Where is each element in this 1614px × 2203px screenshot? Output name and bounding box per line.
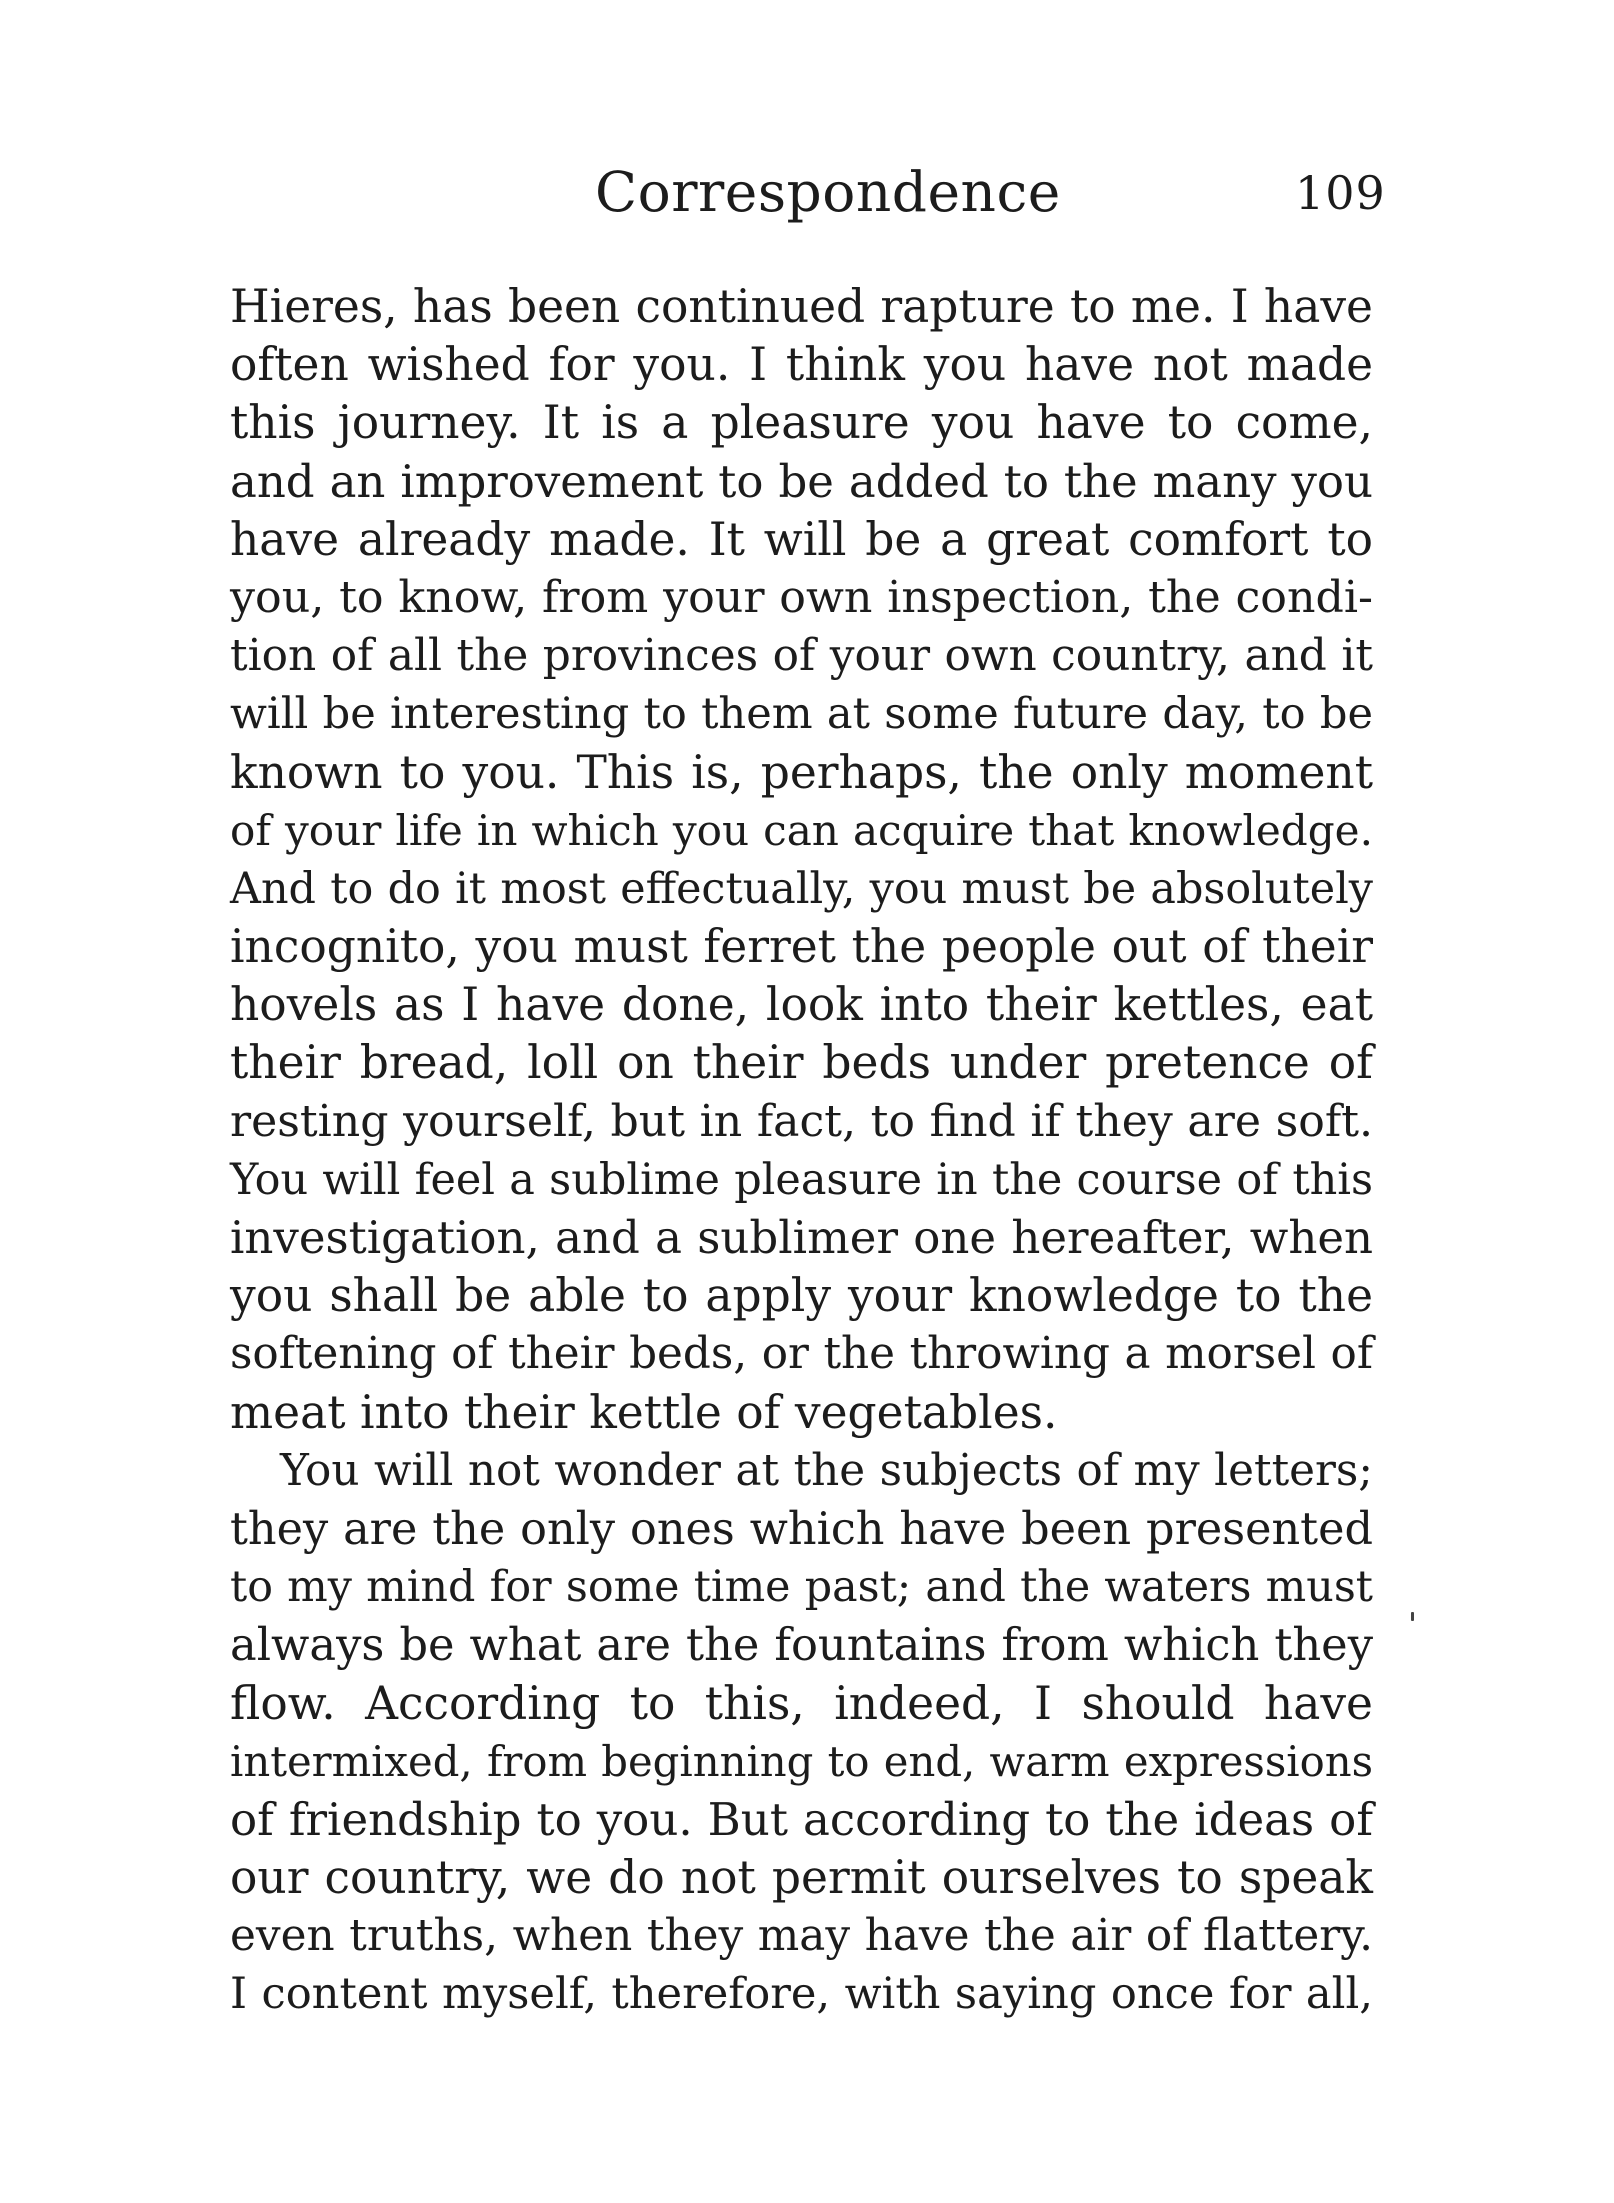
text-line: You will not wonder at the subjects of my letters; — [280, 1444, 1373, 1496]
text-line: hovels as I have done, look into their kettles, eat — [230, 978, 1373, 1032]
text-line: our country, we do not permit ourselves to speak — [230, 1851, 1373, 1905]
text-line: flow. According to this, indeed, I should have — [230, 1676, 1373, 1730]
text-line: softening of their beds, or the throwing a morsel of — [230, 1328, 1373, 1380]
text-line: even truths, when they may have the air of flattery. — [230, 1910, 1373, 1962]
text-line: often wished for you. I think you have not made — [230, 338, 1373, 392]
text-line: known to you. This is, perhaps, the only moment — [230, 745, 1373, 799]
body-text — [230, 278, 1373, 2024]
text-line: meat into their kettle of vegetables. — [230, 1385, 1058, 1439]
text-line: and an improvement to be added to the many you — [230, 454, 1373, 508]
text-line: of friendship to you. But according to the ideas of — [230, 1792, 1373, 1846]
text-line: you shall be able to apply your knowledge to the — [230, 1269, 1373, 1323]
text-line: this journey. It is a pleasure you have to come, — [230, 396, 1373, 450]
text-line: investigation, and a sublimer one hereafter, when — [230, 1211, 1373, 1264]
print-speck — [1411, 1612, 1414, 1621]
page-title: Correspondence — [595, 160, 1061, 224]
page-number: 109 — [1295, 166, 1386, 220]
running-head — [0, 160, 1614, 240]
text-line: will be interesting to them at some future day, to be — [230, 689, 1373, 740]
text-line: of your life in which you can acquire that knowledge. — [230, 805, 1373, 855]
text-line: You will feel a sublime pleasure in the course of this — [230, 1154, 1373, 1205]
text-line: intermixed, from beginning to end, warm expressions — [230, 1736, 1373, 1786]
text-line: always be what are the fountains from which they — [230, 1618, 1373, 1672]
text-line: tion of all the provinces of your own country, and it — [230, 630, 1373, 682]
text-line: I content myself, therefore, with saying once for all, — [230, 1969, 1373, 2020]
text-line: And to do it most effectually, you must be absolutely — [230, 863, 1373, 914]
text-line: incognito, you must ferret the people out of their — [230, 920, 1373, 974]
text-line: their bread, loll on their beds under pretence of — [230, 1036, 1373, 1090]
text-line: Hieres, has been continued rapture to me. I have — [230, 280, 1373, 333]
text-line: have already made. It will be a great comfort to — [230, 512, 1373, 566]
text-line: to my mind for some time past; and the waters must — [230, 1562, 1373, 1613]
text-line: you, to know, from your own inspection, the condi- — [230, 571, 1373, 623]
text-line: they are the only ones which have been presented — [230, 1502, 1373, 1555]
text-line: resting yourself, but in fact, to find if they are soft. — [230, 1095, 1373, 1147]
